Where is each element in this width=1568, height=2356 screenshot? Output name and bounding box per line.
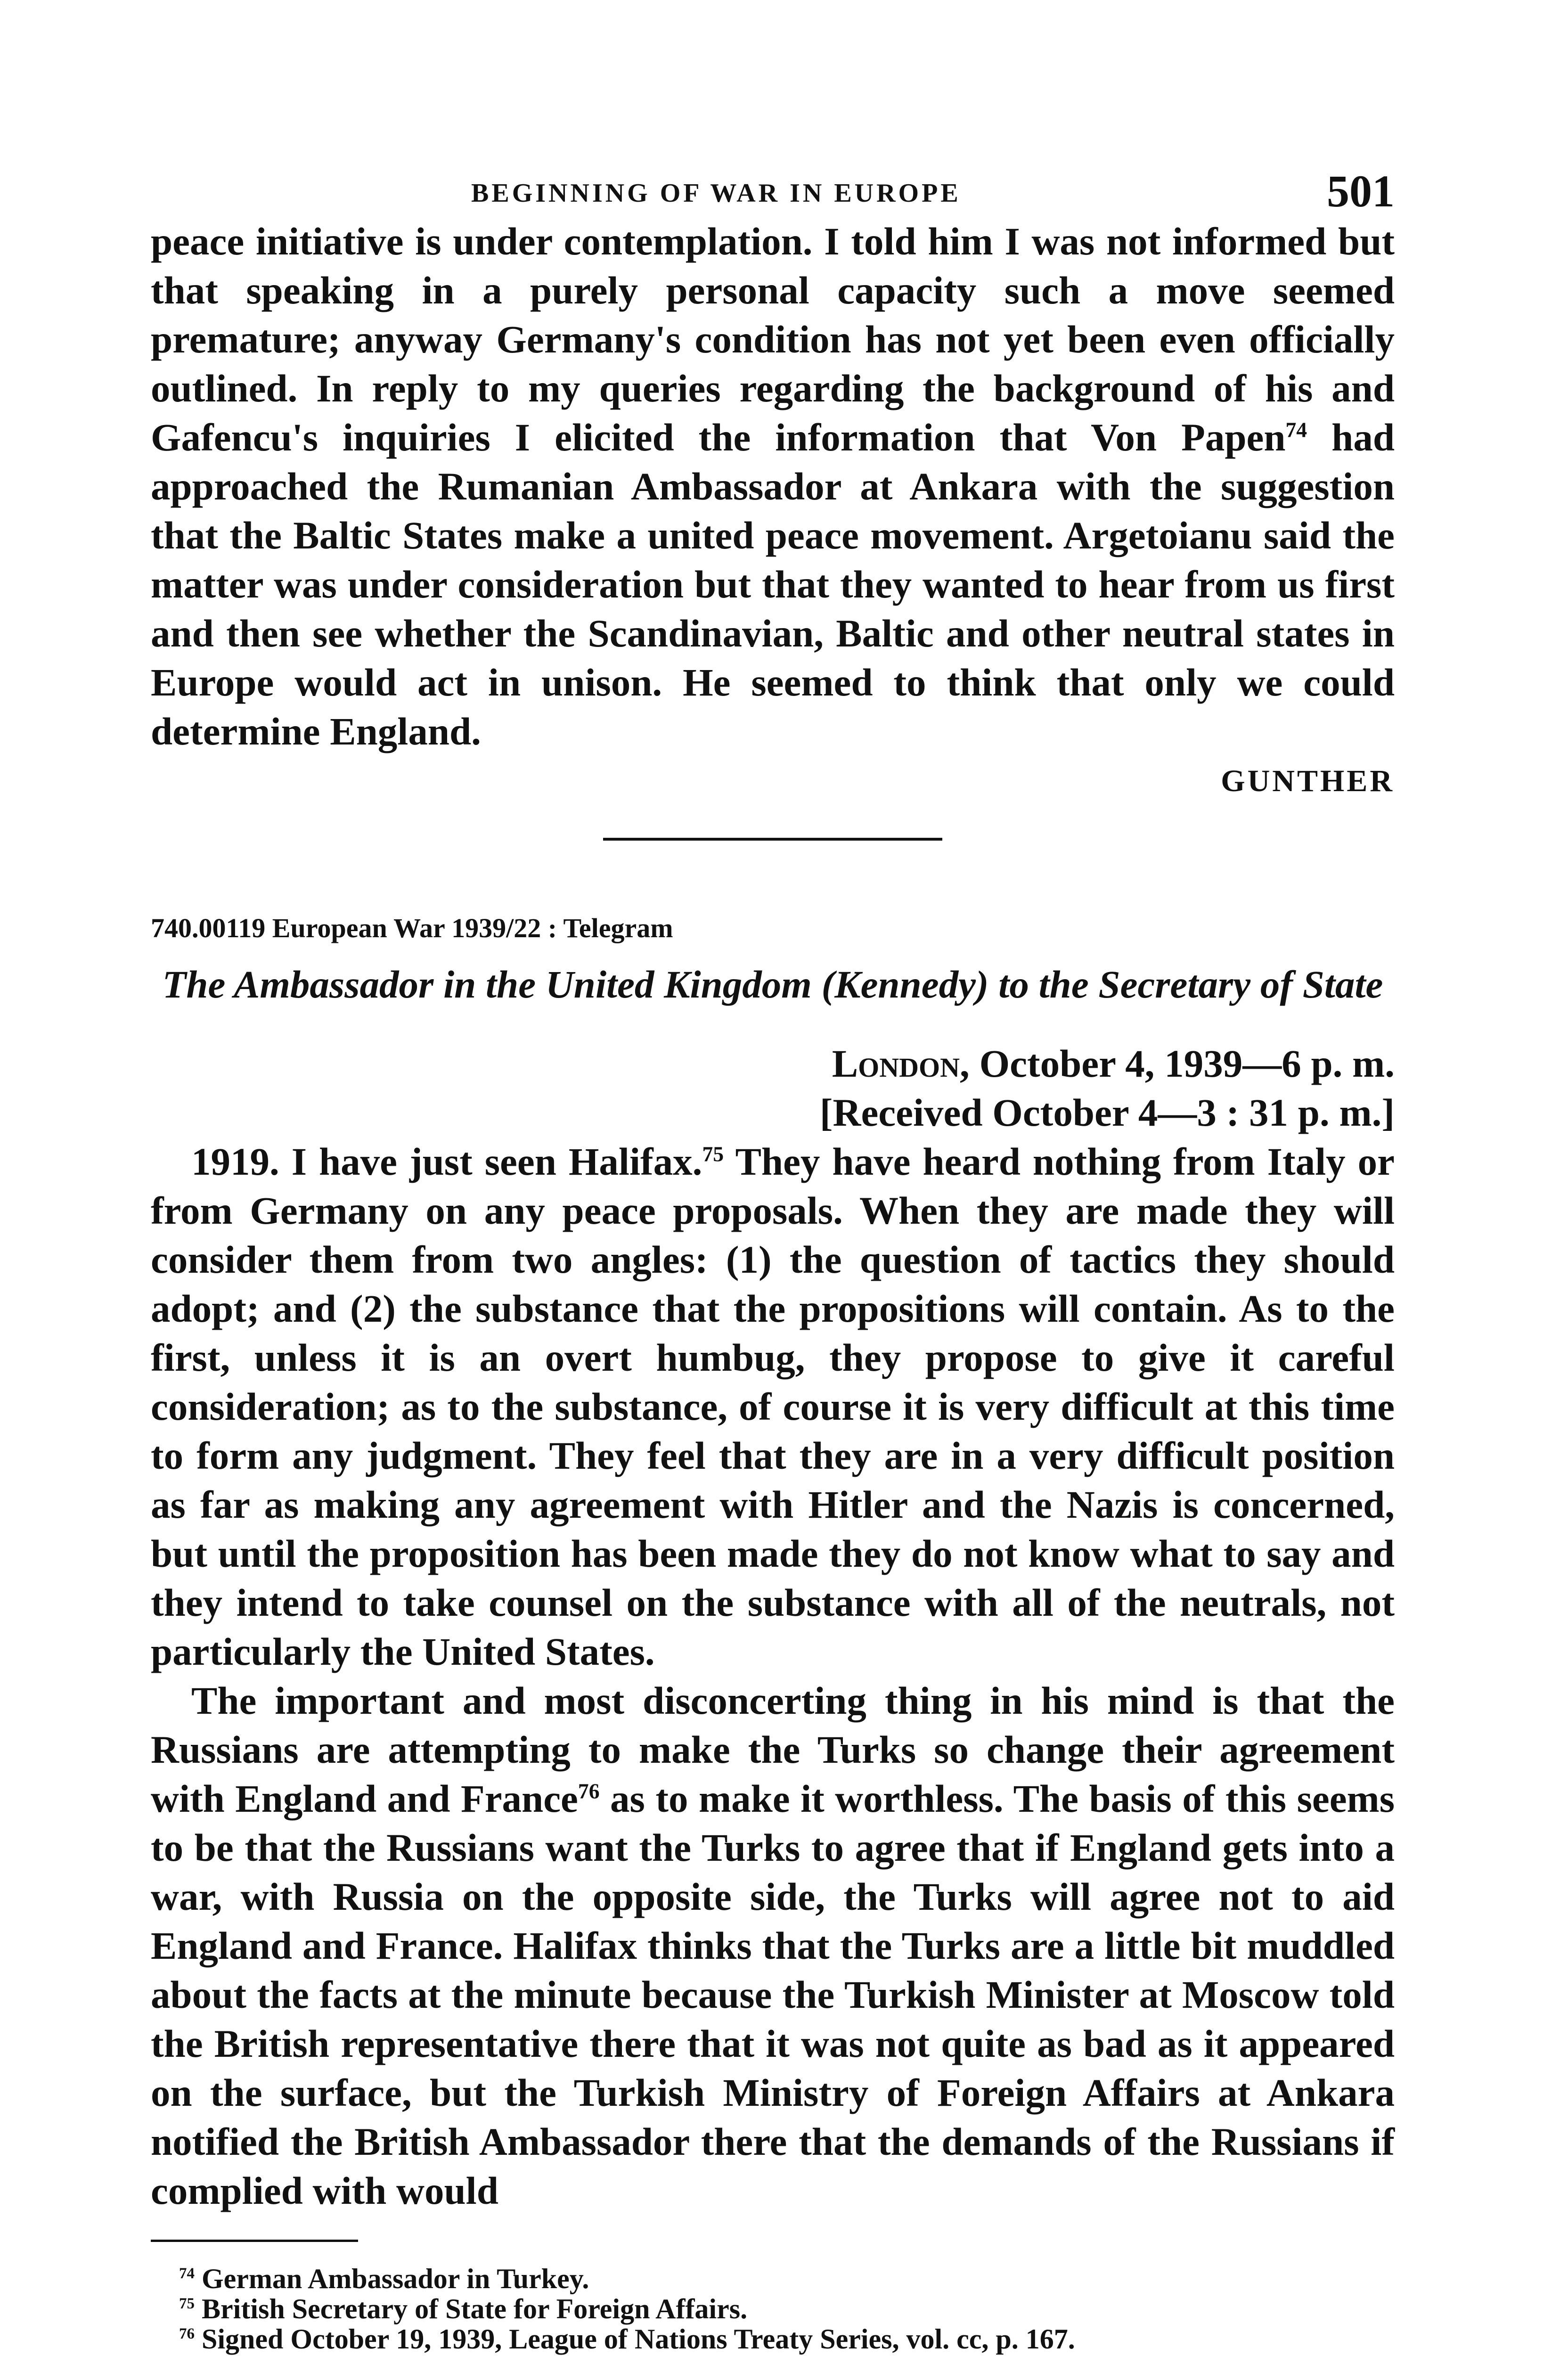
file-reference: 740.00119 European War 1939/22 : Telegram <box>151 913 673 943</box>
footnote-mark: 76 <box>179 2325 195 2342</box>
paragraph-text: had approached the Rumanian Ambassador at Ankara with the suggestion that the Baltic States make a united peace movement. Argetoianu said the matter was under consideration but that they wanted to hear from us first and then see whether the Scandinavian, Baltic and other neutral states in Europe would act in unison. He seemed to think that only we could determine England. <box>151 416 1395 753</box>
footnote-divider <box>151 2240 358 2242</box>
footnote-text: German Ambassador in Turkey. <box>195 2263 589 2294</box>
paragraph-text: The important and most disconcerting thing in his mind is that the Russians are attempting to make the Turks so change their agreement with England and France <box>151 1679 1395 1820</box>
footnote-ref-74: 74 <box>1285 417 1307 442</box>
signature: GUNTHER <box>1221 764 1395 798</box>
footnotes <box>151 2264 1395 2354</box>
footnote-76 <box>179 2324 1395 2354</box>
paragraph-text: as to make it worthless. The basis of this seems to be that the Russians want the Turks to agree that if England gets into a war, with Russia on the opposite side, the Turks will agree not to aid England and France. Halifax thinks that the Turks are a little bit muddled about the facts at the minute because the Turkish Minister at Moscow told the British representative there that it was not quite as bad as it appeared on the surface, but the Turkish Ministry of Foreign Affairs at Ankara notified the British Ambassador there that the demands of the Russians if complied with would <box>151 1777 1395 2212</box>
paragraph-text: 1919. I have just seen Halifax. <box>191 1140 702 1183</box>
dateline <box>151 1039 1395 1137</box>
paragraph-text: peace initiative is under contemplation. I told him I was not informed but that speaking in a purely personal capacity such a move seemed premature; anyway Germany's condition has not yet been even officially outlined. In reply to my queries regarding the background of his and Gafencu's inquiries I elicited the information that Von Papen <box>151 220 1395 459</box>
document-heading: The Ambassador in the United Kingdom (Kennedy) to the Secretary of State <box>162 963 1383 1006</box>
telegram-paragraph-1 <box>151 1137 1395 1676</box>
received-note: [Received October 4—3 : 31 p. m.] <box>819 1091 1395 1134</box>
running-header <box>151 160 1395 217</box>
dateline-place: London, <box>832 1042 970 1085</box>
footnote-ref-76: 76 <box>578 1779 600 1803</box>
footnote-text: British Secretary of State for Foreign Affairs. <box>195 2293 748 2324</box>
telegram-paragraph-2 <box>151 1676 1395 2215</box>
footnote-ref-75: 75 <box>702 1142 724 1166</box>
footnote-text: Signed October 19, 1939, League of Nations Treaty Series, vol. cc, p. 167. <box>195 2323 1075 2355</box>
page-number: 501 <box>1327 166 1395 216</box>
paragraph-text: They have heard nothing from Italy or from Germany on any peace proposals. When they are made they will consider them from two angles: (1) the question of tactics they should adopt; and (2) the substance that the propositions will contain. As to the first, unless it is an overt humbug, they propose to give it careful consideration; as to the substance, of course it is very difficult at this time to form any judgment. They feel that they are in a very difficult position as far as making any agreement with Hitler and the Nazis is concerned, but until the proposition has been made they do not know what to say and they intend to take counsel on the substance with all of the neutrals, not particularly the United States. <box>151 1140 1395 1673</box>
footnote-mark: 75 <box>179 2295 195 2312</box>
footnote-mark: 74 <box>179 2265 195 2282</box>
continued-paragraph <box>151 217 1395 756</box>
dateline-date: October 4, 1939—6 p. m. <box>969 1042 1395 1085</box>
footnote-75 <box>179 2294 1395 2324</box>
running-title: BEGINNING OF WAR IN EUROPE <box>471 179 961 208</box>
footnote-74 <box>179 2264 1395 2294</box>
telegram-body <box>151 1137 1395 2215</box>
document-page <box>151 160 1395 2356</box>
section-divider <box>603 838 942 841</box>
